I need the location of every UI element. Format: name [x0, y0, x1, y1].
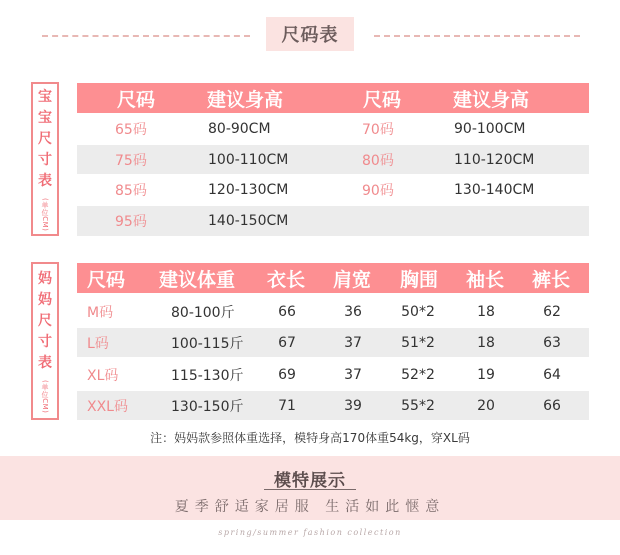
pants-cell: 64 — [543, 366, 561, 383]
side-char: 宝 — [38, 109, 52, 126]
side-char: 尺 — [38, 130, 52, 147]
title-divider-right — [374, 35, 580, 37]
height-cell: 130-140CM — [454, 182, 535, 198]
header-cell: 衣长 — [267, 268, 306, 291]
table-row — [77, 297, 589, 326]
shoulder-cell: 37 — [344, 334, 362, 351]
header-cell: 尺码 — [117, 88, 156, 111]
table-row — [77, 391, 589, 420]
weight-cell: 115-130斤 — [171, 367, 244, 384]
sleeve-cell: 18 — [477, 334, 495, 351]
bust-cell: 50*2 — [401, 303, 435, 320]
sleeve-cell: 19 — [477, 366, 495, 383]
weight-cell: 80-100斤 — [171, 304, 235, 321]
title-divider-left — [42, 35, 250, 37]
pants-cell: 62 — [543, 303, 561, 320]
pants-cell: 63 — [543, 334, 561, 351]
mom-table-header — [77, 263, 589, 293]
pants-cell: 66 — [543, 397, 561, 414]
table-row — [77, 145, 589, 174]
size-cell: 85码 — [115, 183, 147, 199]
sleeve-cell: 20 — [477, 397, 495, 414]
baby-table-side-label — [31, 82, 59, 236]
size-cell: 90码 — [362, 183, 394, 199]
size-cell: 80码 — [362, 152, 394, 169]
side-char: 寸 — [38, 151, 52, 168]
unit-label: (单位CM) — [41, 197, 49, 232]
height-cell: 140-150CM — [208, 213, 289, 229]
length-cell: 66 — [278, 303, 296, 320]
banner-underline — [264, 489, 356, 490]
unit-label: (单位CM) — [41, 379, 49, 414]
side-char: 表 — [38, 172, 52, 189]
size-cell: XL码 — [87, 367, 119, 384]
table-row — [77, 115, 589, 143]
length-cell: 71 — [278, 397, 296, 414]
shoulder-cell: 36 — [344, 303, 362, 320]
size-note: 注：妈妈款参照体重选择，模特身高170体重54kg，穿XL码 — [150, 431, 470, 445]
sleeve-cell: 18 — [477, 303, 495, 320]
height-cell: 120-130CM — [208, 182, 289, 198]
size-cell: 70码 — [362, 122, 394, 138]
size-cell: XXL码 — [87, 398, 128, 415]
bust-cell: 51*2 — [401, 334, 435, 351]
mom-table-side-label — [31, 262, 59, 420]
size-cell: M码 — [87, 304, 114, 321]
weight-cell: 100-115斤 — [171, 335, 244, 352]
table-row — [77, 176, 589, 204]
side-char: 妈 — [38, 291, 52, 308]
collection-caption: spring/summer fashion collection — [218, 528, 402, 537]
page-title: 尺码表 — [266, 17, 354, 51]
weight-cell: 130-150斤 — [171, 398, 244, 415]
header-cell: 裤长 — [532, 268, 571, 291]
banner-title: 模特展示 — [274, 471, 346, 491]
header-cell: 胸围 — [400, 268, 439, 291]
height-cell: 90-100CM — [454, 121, 526, 137]
table-row — [77, 328, 589, 357]
side-char: 妈 — [38, 270, 52, 287]
height-cell: 110-120CM — [454, 151, 535, 168]
header-cell: 建议身高 — [453, 88, 530, 111]
bust-cell: 52*2 — [401, 366, 435, 383]
height-cell: 100-110CM — [208, 151, 289, 168]
table-row — [77, 206, 589, 236]
baby-table-header — [77, 83, 589, 113]
size-cell: L码 — [87, 335, 109, 352]
height-cell: 80-90CM — [208, 121, 271, 137]
header-cell: 尺码 — [87, 268, 126, 291]
header-cell: 建议身高 — [207, 88, 284, 111]
shoulder-cell: 39 — [344, 397, 362, 414]
length-cell: 67 — [278, 334, 296, 351]
side-char: 寸 — [38, 333, 52, 350]
header-cell: 肩宽 — [333, 268, 372, 291]
size-cell: 95码 — [115, 214, 147, 230]
header-cell: 建议体重 — [159, 268, 236, 291]
bust-cell: 55*2 — [401, 397, 435, 414]
length-cell: 69 — [278, 366, 296, 383]
size-cell: 75码 — [115, 152, 147, 169]
side-char: 表 — [38, 354, 52, 371]
banner-subtitle: 夏季舒适家居服 生活如此惬意 — [174, 499, 446, 515]
shoulder-cell: 37 — [344, 366, 362, 383]
size-cell: 65码 — [115, 122, 147, 138]
header-cell: 袖长 — [466, 268, 505, 291]
side-char: 尺 — [38, 312, 52, 329]
side-char: 宝 — [38, 88, 52, 105]
header-cell: 尺码 — [363, 88, 402, 111]
table-row — [77, 360, 589, 389]
